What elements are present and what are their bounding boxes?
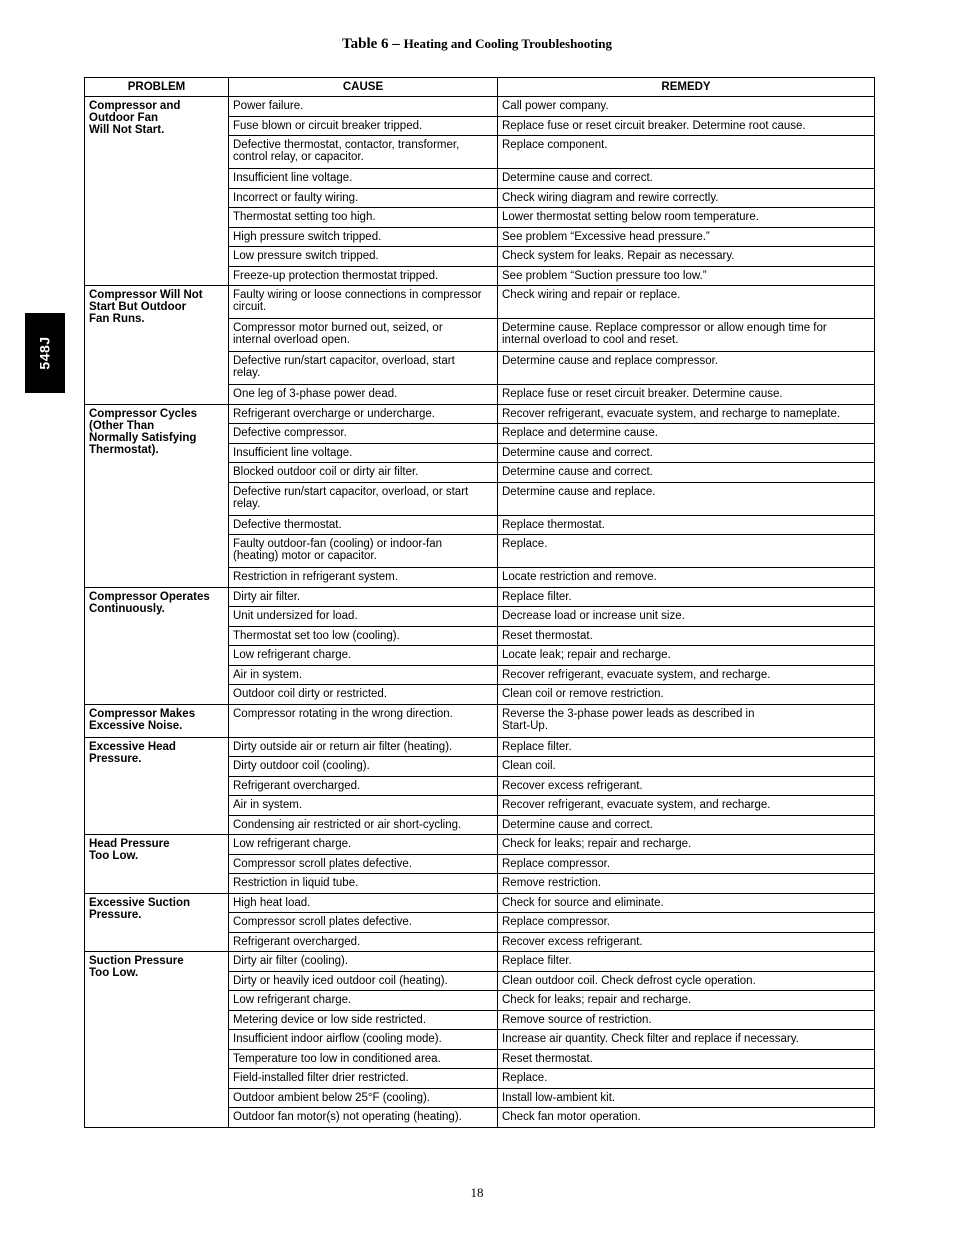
remedy-line: Determine cause and replace compressor.: [502, 355, 719, 367]
table-row: [85, 893, 875, 913]
remedy-cell: [498, 835, 875, 855]
cause-line: Unit undersized for load.: [233, 610, 358, 622]
cause-cell: [229, 1010, 498, 1030]
cause-cell: [229, 463, 498, 483]
remedy-cell: [498, 515, 875, 535]
problem-line: Excessive Noise.: [89, 719, 183, 732]
remedy-line: Install low-ambient kit.: [502, 1091, 616, 1104]
cause-cell: [229, 737, 498, 757]
remedy-line: Determine cause and correct.: [502, 818, 653, 831]
remedy-line: Decrease load or increase unit size.: [502, 610, 685, 622]
cause-line: Air in system.: [233, 799, 303, 811]
remedy-line: Locate restriction and remove.: [502, 571, 657, 583]
cause-line: Dirty air filter.: [233, 590, 301, 603]
remedy-cell: [498, 463, 875, 483]
cause-line: Faulty wiring or loose connections in compressor: [233, 289, 482, 301]
remedy-line: Remove source of restriction.: [502, 1013, 652, 1026]
cause-cell: [229, 227, 498, 247]
cause-cell: [229, 116, 498, 136]
remedy-cell: [498, 1088, 875, 1108]
remedy-line: Replace filter.: [502, 740, 572, 753]
cause-cell: [229, 704, 498, 737]
remedy-cell: [498, 626, 875, 646]
cause-line: Low pressure switch tripped.: [233, 250, 379, 262]
cause-line: Thermostat setting too high.: [233, 211, 376, 223]
cause-line: Refrigerant overcharged.: [233, 935, 361, 948]
cause-line: Compressor scroll plates defective.: [233, 857, 412, 870]
cause-cell: [229, 568, 498, 588]
remedy-line: Replace component.: [502, 139, 608, 151]
cause-line: Refrigerant overcharge or undercharge.: [233, 407, 436, 420]
cause-cell: [229, 913, 498, 933]
remedy-cell: [498, 1030, 875, 1050]
remedy-cell: [498, 424, 875, 444]
cause-line: Restriction in refrigerant system.: [233, 571, 398, 583]
cause-line: High pressure switch tripped.: [233, 230, 382, 243]
cause-cell: [229, 208, 498, 228]
remedy-cell: [498, 1108, 875, 1128]
remedy-line: Reverse the 3-phase power leads as described in: [502, 707, 755, 720]
cause-line: Defective thermostat, contactor, transformer,: [233, 139, 460, 151]
cause-cell: [229, 796, 498, 816]
remedy-cell: [498, 568, 875, 588]
cause-cell: [229, 952, 498, 972]
remedy-line: Check for leaks; repair and recharge.: [502, 994, 692, 1006]
cause-cell: [229, 352, 498, 385]
remedy-line: Replace thermostat.: [502, 518, 605, 531]
remedy-cell: [498, 704, 875, 737]
table-row: [85, 404, 875, 424]
cause-cell: [229, 424, 498, 444]
remedy-line: Determine cause and correct.: [502, 172, 653, 184]
cause-cell: [229, 443, 498, 463]
problem-line: (Other Than: [89, 419, 155, 432]
cause-line: Insufficient indoor airflow (cooling mode).: [233, 1033, 442, 1045]
table-row: [85, 952, 875, 972]
cause-cell: [229, 515, 498, 535]
problem-cell: [85, 704, 229, 737]
cause-cell: [229, 535, 498, 568]
cause-line: circuit.: [233, 301, 267, 313]
remedy-cell: [498, 266, 875, 286]
problem-line: Pressure.: [89, 908, 142, 921]
remedy-cell: [498, 227, 875, 247]
table-row: [85, 737, 875, 757]
remedy-cell: [498, 737, 875, 757]
remedy-cell: [498, 169, 875, 189]
problem-line: Pressure.: [89, 752, 142, 765]
cause-line: Faulty outdoor-fan (cooling) or indoor-fan: [233, 538, 443, 550]
cause-line: Dirty outside air or return air filter (heating).: [233, 740, 453, 753]
remedy-cell: [498, 757, 875, 777]
remedy-cell: [498, 443, 875, 463]
cause-line: Compressor rotating in the wrong direction.: [233, 707, 453, 720]
table-title-sub: Heating and Cooling Troubleshooting: [403, 36, 612, 51]
cause-cell: [229, 991, 498, 1011]
cause-line: Defective run/start capacitor, overload, start: [233, 355, 455, 367]
cause-line: Fuse blown or circuit breaker tripped.: [233, 119, 423, 132]
remedy-line: Locate leak; repair and recharge.: [502, 649, 671, 661]
remedy-cell: [498, 116, 875, 136]
cause-line: Insufficient line voltage.: [233, 172, 353, 184]
cause-line: internal overload open.: [233, 334, 350, 346]
cause-cell: [229, 971, 498, 991]
cause-line: Compressor scroll plates defective.: [233, 916, 412, 928]
table-body: [85, 97, 875, 1128]
cause-line: Dirty or heavily iced outdoor coil (heating).: [233, 974, 448, 987]
remedy-line: Check fan motor operation.: [502, 1111, 641, 1123]
problem-cell: [85, 404, 229, 587]
cause-cell: [229, 893, 498, 913]
problem-line: Outdoor Fan: [89, 112, 158, 124]
problem-line: Compressor Makes: [89, 707, 196, 720]
cause-cell: [229, 1049, 498, 1069]
cause-cell: [229, 835, 498, 855]
remedy-line: See problem “Suction pressure too low.”: [502, 269, 707, 282]
remedy-line: Recover excess refrigerant.: [502, 779, 643, 792]
problem-line: Too Low.: [89, 967, 139, 979]
remedy-cell: [498, 1049, 875, 1069]
header-cause: CAUSE: [229, 78, 498, 97]
remedy-line: Clean coil or remove restriction.: [502, 688, 664, 700]
table-title-main: Table 6 –: [342, 36, 404, 52]
remedy-cell: [498, 136, 875, 169]
cause-cell: [229, 685, 498, 705]
table-row: [85, 286, 875, 319]
remedy-cell: [498, 247, 875, 267]
remedy-line: Recover refrigerant, evacuate system, and recharge to nameplate.: [502, 407, 841, 420]
problem-line: Excessive Suction: [89, 896, 190, 909]
problem-line: Suction Pressure: [89, 955, 184, 967]
remedy-line: Check for leaks; repair and recharge.: [502, 838, 692, 850]
remedy-line: Clean coil.: [502, 760, 556, 772]
remedy-line: Recover refrigerant, evacuate system, and recharge.: [502, 799, 771, 811]
remedy-line: Replace.: [502, 538, 548, 550]
remedy-line: Check wiring diagram and rewire correctly.: [502, 191, 719, 204]
cause-cell: [229, 286, 498, 319]
cause-cell: [229, 665, 498, 685]
cause-cell: [229, 1108, 498, 1128]
cause-line: Field-installed filter drier restricted.: [233, 1072, 409, 1084]
remedy-line: Clean outdoor coil. Check defrost cycle operation.: [502, 974, 756, 987]
cause-cell: [229, 1088, 498, 1108]
remedy-line: Replace fuse or reset circuit breaker. Determine root cause.: [502, 119, 806, 132]
cause-cell: [229, 815, 498, 835]
remedy-line: Replace filter.: [502, 955, 572, 967]
remedy-line: Increase air quantity. Check filter and replace if necessary.: [502, 1033, 799, 1045]
remedy-line: internal overload to cool and reset.: [502, 334, 679, 346]
table-row: [85, 704, 875, 737]
cause-line: relay.: [233, 497, 261, 510]
table-row: [85, 97, 875, 117]
cause-cell: [229, 757, 498, 777]
remedy-cell: [498, 913, 875, 933]
cause-cell: [229, 247, 498, 267]
header-remedy: REMEDY: [498, 78, 875, 97]
remedy-line: Replace compressor.: [502, 857, 611, 870]
remedy-line: Determine cause and replace.: [502, 485, 656, 498]
cause-cell: [229, 607, 498, 627]
cause-line: Defective run/start capacitor, overload, or start: [233, 485, 469, 498]
remedy-line: Replace.: [502, 1072, 548, 1084]
cause-line: Defective compressor.: [233, 427, 347, 439]
remedy-line: Recover refrigerant, evacuate system, and recharge.: [502, 668, 771, 681]
cause-cell: [229, 266, 498, 286]
remedy-cell: [498, 815, 875, 835]
remedy-line: Reset thermostat.: [502, 629, 593, 642]
cause-line: Air in system.: [233, 668, 303, 681]
remedy-line: Check system for leaks. Repair as necessary.: [502, 250, 735, 262]
problem-cell: [85, 737, 229, 835]
problem-line: Fan Runs.: [89, 313, 145, 325]
remedy-line: Determine cause. Replace compressor or allow enough time for: [502, 322, 827, 334]
remedy-cell: [498, 208, 875, 228]
cause-cell: [229, 626, 498, 646]
problem-line: Compressor Operates: [89, 590, 210, 603]
problem-cell: [85, 587, 229, 704]
cause-cell: [229, 1069, 498, 1089]
problem-line: Normally Satisfying: [89, 431, 197, 444]
problem-line: Compressor Will Not: [89, 289, 203, 301]
remedy-cell: [498, 1010, 875, 1030]
side-tab-label: 548J: [37, 336, 53, 370]
problem-cell: [85, 952, 229, 1128]
remedy-line: Remove restriction.: [502, 877, 602, 889]
problem-cell: [85, 893, 229, 952]
cause-line: Low refrigerant charge.: [233, 649, 352, 661]
cause-line: Temperature too low in conditioned area.: [233, 1052, 441, 1065]
problem-line: Start But Outdoor: [89, 301, 187, 313]
problem-line: Too Low.: [89, 850, 139, 862]
cause-line: Insufficient line voltage.: [233, 446, 353, 459]
remedy-cell: [498, 854, 875, 874]
remedy-line: Determine cause and correct.: [502, 466, 653, 478]
problem-line: Will Not Start.: [89, 124, 165, 136]
cause-cell: [229, 482, 498, 515]
remedy-cell: [498, 286, 875, 319]
header-row: [85, 78, 875, 97]
cause-line: High heat load.: [233, 896, 311, 909]
remedy-cell: [498, 893, 875, 913]
remedy-line: Check for source and eliminate.: [502, 896, 664, 909]
problem-line: Head Pressure: [89, 838, 170, 850]
remedy-cell: [498, 776, 875, 796]
cause-cell: [229, 136, 498, 169]
table-row: [85, 587, 875, 607]
remedy-cell: [498, 535, 875, 568]
remedy-cell: [498, 97, 875, 117]
cause-line: Metering device or low side restricted.: [233, 1013, 427, 1026]
problem-line: Compressor and: [89, 100, 181, 112]
remedy-cell: [498, 607, 875, 627]
remedy-line: Replace and determine cause.: [502, 427, 658, 439]
header-problem: PROBLEM: [85, 78, 229, 97]
remedy-cell: [498, 991, 875, 1011]
cause-line: Restriction in liquid tube.: [233, 877, 359, 889]
cause-line: Refrigerant overcharged.: [233, 779, 361, 792]
side-tab: [25, 313, 65, 393]
cause-line: Condensing air restricted or air short-cycling.: [233, 818, 462, 831]
cause-cell: [229, 776, 498, 796]
cause-line: One leg of 3-phase power dead.: [233, 388, 398, 400]
cause-cell: [229, 319, 498, 352]
remedy-line: Check wiring and repair or replace.: [502, 289, 681, 301]
cause-cell: [229, 169, 498, 189]
remedy-cell: [498, 1069, 875, 1089]
troubleshooting-table: [84, 77, 875, 1128]
problem-line: Compressor Cycles: [89, 407, 198, 420]
page-number: 18: [470, 1185, 484, 1200]
table-row: [85, 835, 875, 855]
cause-line: Outdoor coil dirty or restricted.: [233, 688, 388, 700]
remedy-line: Replace compressor.: [502, 916, 611, 928]
remedy-line: Determine cause and correct.: [502, 446, 653, 459]
remedy-line: Recover excess refrigerant.: [502, 935, 643, 948]
cause-line: (heating) motor or capacitor.: [233, 550, 377, 562]
remedy-cell: [498, 319, 875, 352]
cause-line: Blocked outdoor coil or dirty air filter.: [233, 466, 419, 478]
remedy-line: Replace filter.: [502, 590, 572, 603]
cause-line: Freeze-up protection thermostat tripped.: [233, 269, 439, 282]
cause-cell: [229, 1030, 498, 1050]
remedy-cell: [498, 352, 875, 385]
remedy-cell: [498, 665, 875, 685]
cause-line: Thermostat set too low (cooling).: [233, 629, 400, 642]
cause-line: Power failure.: [233, 100, 304, 112]
remedy-cell: [498, 404, 875, 424]
problem-cell: [85, 97, 229, 286]
problem-cell: [85, 286, 229, 405]
cause-line: Compressor motor burned out, seized, or: [233, 322, 443, 334]
cause-cell: [229, 587, 498, 607]
problem-line: Continuously.: [89, 602, 165, 615]
problem-line: Excessive Head: [89, 740, 176, 753]
cause-line: Low refrigerant charge.: [233, 838, 352, 850]
cause-line: Outdoor fan motor(s) not operating (heating).: [233, 1111, 462, 1123]
cause-cell: [229, 646, 498, 666]
remedy-cell: [498, 482, 875, 515]
cause-cell: [229, 854, 498, 874]
remedy-cell: [498, 971, 875, 991]
table-title: [0, 36, 954, 53]
cause-cell: [229, 97, 498, 117]
cause-line: Dirty air filter (cooling).: [233, 955, 349, 967]
remedy-line: Reset thermostat.: [502, 1052, 593, 1065]
cause-cell: [229, 188, 498, 208]
remedy-cell: [498, 587, 875, 607]
cause-cell: [229, 385, 498, 405]
remedy-cell: [498, 188, 875, 208]
cause-line: Defective thermostat.: [233, 518, 342, 531]
cause-cell: [229, 932, 498, 952]
cause-line: Incorrect or faulty wiring.: [233, 191, 359, 204]
remedy-line: Call power company.: [502, 100, 609, 112]
remedy-cell: [498, 385, 875, 405]
remedy-cell: [498, 874, 875, 894]
problem-cell: [85, 835, 229, 894]
remedy-line: See problem “Excessive head pressure.”: [502, 230, 710, 243]
cause-line: relay.: [233, 367, 261, 379]
remedy-cell: [498, 932, 875, 952]
remedy-cell: [498, 646, 875, 666]
cause-line: Low refrigerant charge.: [233, 994, 352, 1006]
remedy-cell: [498, 796, 875, 816]
remedy-cell: [498, 685, 875, 705]
remedy-cell: [498, 952, 875, 972]
cause-cell: [229, 404, 498, 424]
remedy-line: Lower thermostat setting below room temperature.: [502, 211, 759, 223]
remedy-line: Replace fuse or reset circuit breaker. Determine cause.: [502, 388, 783, 400]
cause-line: Dirty outdoor coil (cooling).: [233, 760, 370, 772]
cause-line: control relay, or capacitor.: [233, 151, 364, 163]
problem-line: Thermostat).: [89, 443, 159, 456]
cause-line: Outdoor ambient below 25°F (cooling).: [233, 1091, 431, 1104]
remedy-line: Start-Up.: [502, 719, 549, 732]
cause-cell: [229, 874, 498, 894]
